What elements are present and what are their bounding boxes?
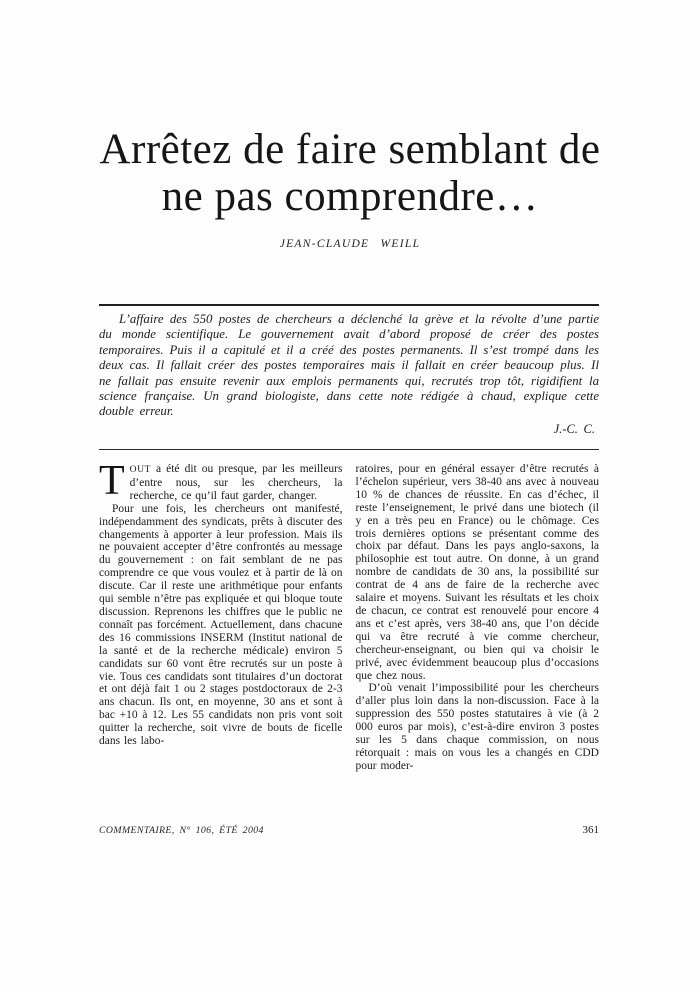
right-column xyxy=(356,463,600,773)
lead-caps: OUT xyxy=(129,464,151,475)
article-title xyxy=(0,126,700,220)
title-line-2: ne pas comprendre… xyxy=(161,173,539,220)
abstract-text: L’affaire des 550 postes de chercheurs a déclenché la grève et la révolte d’une partie du monde scientifique. Le gouvernement avait d’abord proposé de créer des postes temporaires. Puis il a capitulé et il a créé des postes permanents. Il s’est trompé dans les deux cas. Il fallait créer des postes temporaires mais il fallait en créer beaucoup plus. Il ne fallait pas ensuite revenir aux emplois permanents qui, recrutés trop tôt, rigidifient la science française. Un grand biologiste, dans cette note rédigée à chaud, explique cette double erreur. xyxy=(99,312,599,419)
article-body xyxy=(99,458,599,773)
page-number: 361 xyxy=(582,824,599,836)
drop-cap: T xyxy=(99,458,125,504)
paragraph-4: D’où venait l’impossibilité pour les chercheurs d’aller plus loin dans la non-discussion. Face à la suppression des 550 postes statutaires à vie (à 2 000 euros par mois), c’est-à-dire environ 3 postes sur les 5 dans chaque commission, on nous rétorquait : mais on vous les a changés en CDD pour moder- xyxy=(355,682,599,772)
abstract-signature: J.-C. C. xyxy=(553,421,595,436)
title-line-1: Arrêtez de faire semblant de xyxy=(99,126,601,173)
paragraph-1-text: a été dit ou presque, par les meilleurs d’entre nous, sur les chercheurs, la recherche, ce qu’il faut garder, changer. xyxy=(129,463,343,502)
left-column xyxy=(99,458,343,773)
journal-reference: COMMENTAIRE, N° 106, ÉTÉ 2004 xyxy=(99,825,264,836)
paragraph-1 xyxy=(99,458,343,504)
divider-bottom xyxy=(99,449,599,450)
abstract-block xyxy=(99,312,599,437)
paragraph-2: Pour une fois, les chercheurs ont manifesté, indépendamment des syndicats, prêts à discuter des changements à apporter à leur profession. Mais ils ne pouvaient accepter d’être confrontés au message du gouvernement : on fait semblant de ne pas comprendre ce que vous voulez et à partir de là on discute. Car il reste une arithmétique pour enfants qui semble n’être pas expliquée et qui bloque toute discussion. Reprenons les chiffres que le public ne connaît pas forcément. Actuellement, dans chacune des 16 commissions INSERM (Institut national de la santé et de la recherche médicale) environ 5 candidats sur 60 vont être recrutés sur un poste à vie. Tous ces candidats sont titulaires d’un doctorat et ont déjà fait 1 ou 2 stages postdoctoraux de 2-3 ans chacun. Ils ont, en moyenne, 30 ans et sont à bac +10 à 12. Les 55 candidats non pris vont soit quitter la recherche, soit vivre de bouts de ficelle dans les labo- xyxy=(99,502,343,748)
divider-top xyxy=(99,304,599,306)
paragraph-3: ratoires, pour en général essayer d’être recrutés à l’échelon supérieur, vers 38-40 ans avec à nouveau 10 % de chances de réussite. En cas d’échec, il reste l’enseignement, le privé dans une biotech (il y en a très peu en France) ou le chômage. Ces trois dernières options se présentant comme des choix par défaut. Dans les pays anglo-saxons, la philosophie est tout autre. On donne, à un grand nombre de candidats de 30 ans, la possibilité sur contrat de 4 ans de faire de la recherche avec salaire et moyens. Suivant les résultats et les choix de chacun, ce contrat est renouvelé pour encore 4 ans et c’est après, vers 38-40 ans, que l’on décide qui va être recruté à vie comme chercheur, chercheur-enseignant, ou bien qui va choisir le privé, avec évidemment beaucoup plus d’occasions que chez nous. xyxy=(355,463,599,682)
author-name: JEAN-CLAUDE WEILL xyxy=(279,238,421,250)
page-footer xyxy=(99,824,599,836)
